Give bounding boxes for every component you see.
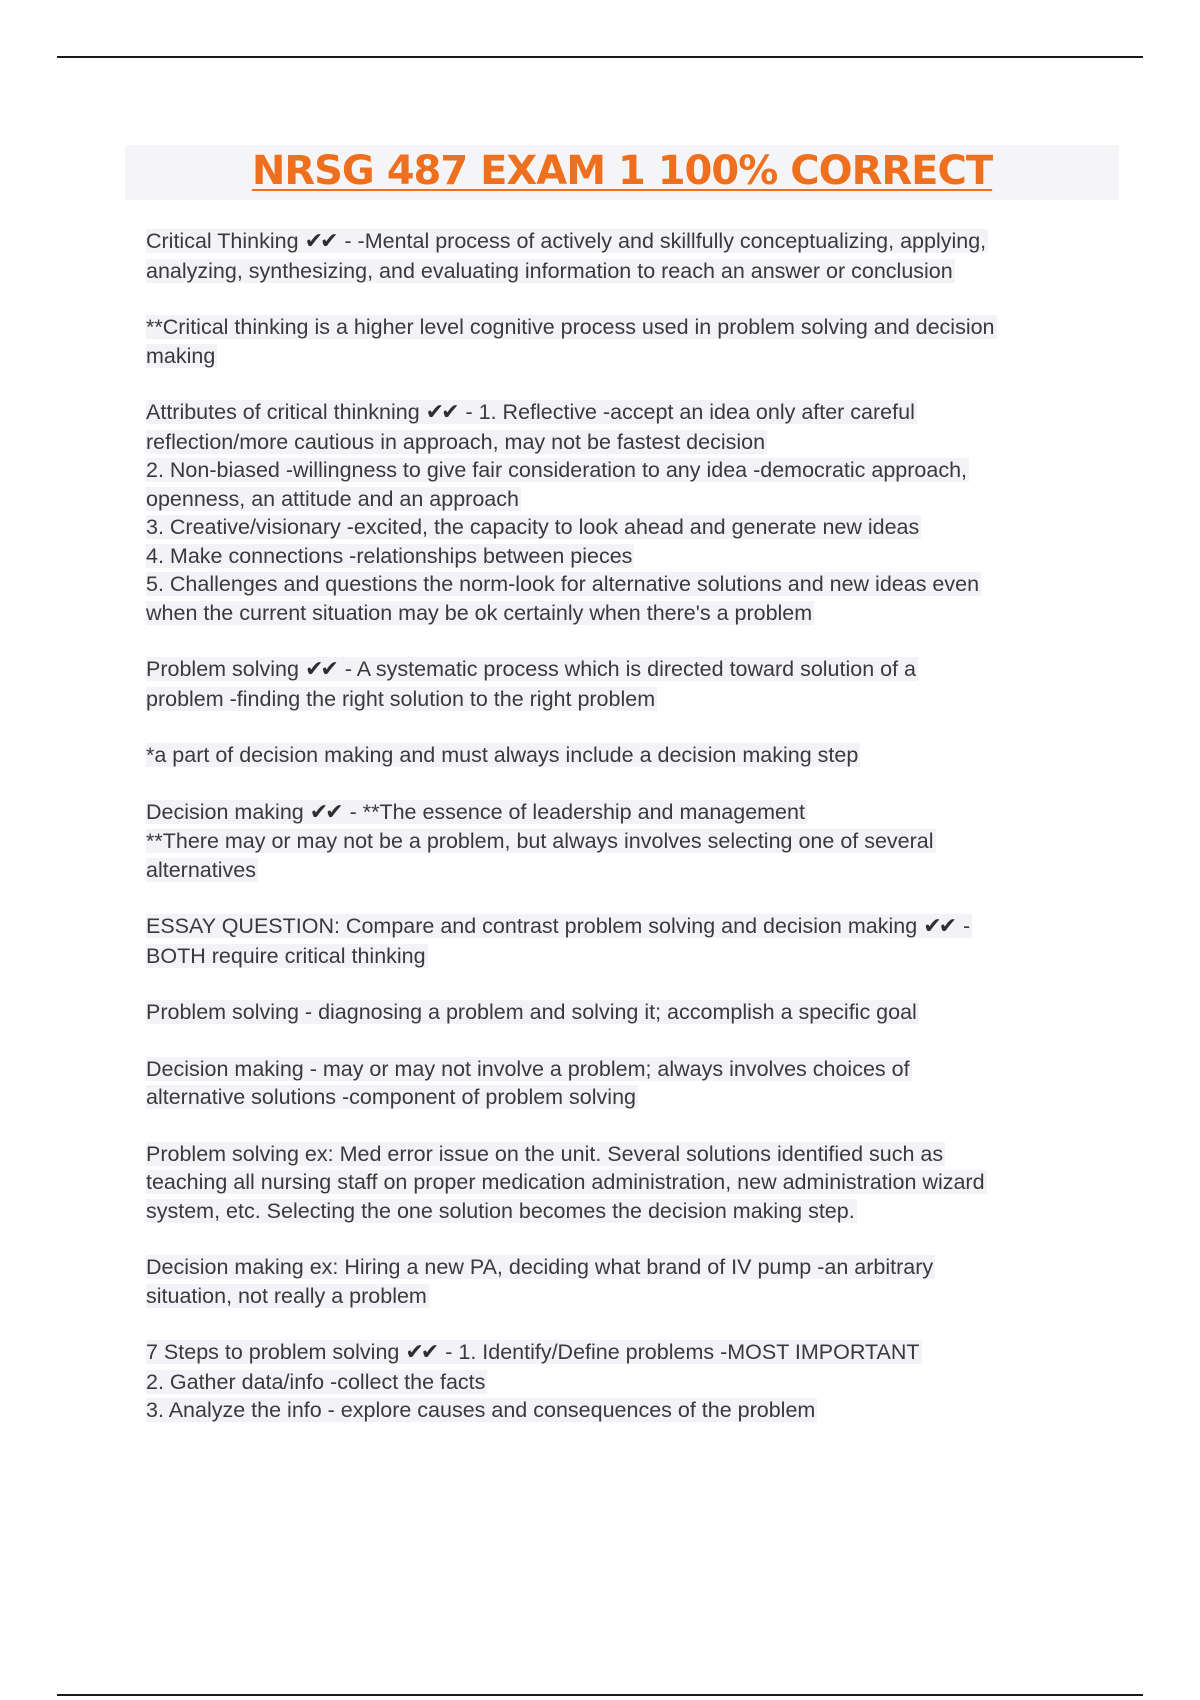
entry-term: Problem solving — [146, 657, 299, 681]
entry-term: Critical Thinking — [146, 229, 299, 253]
entry-text: 2. Non-biased -willingness to give fair consideration to any idea -democratic approach, — [146, 458, 968, 482]
entry-text: Decision making ex: Hiring a new PA, deciding what brand of IV pump -an arbitrary — [146, 1255, 934, 1279]
entry-text: reflection/more cautious in approach, may not be fastest decision — [146, 429, 766, 454]
entry-problem-solving-def — [146, 998, 1126, 1027]
double-check-icon: ✔✔ — [923, 914, 955, 939]
entry-line — [146, 1197, 1126, 1226]
entry-text: analyzing, synthesizing, and evaluating information to reach an answer or conclusion — [146, 258, 953, 283]
entry-line — [146, 655, 1126, 685]
entry-text: Problem solving - diagnosing a problem and solving it; accomplish a specific goal — [146, 1000, 917, 1024]
entry-text: openness, an attitude and an approach — [146, 486, 519, 511]
entry-line — [146, 685, 1126, 714]
entry-problem-solving-note — [146, 741, 1126, 770]
entry-text: BOTH require critical thinking — [146, 943, 426, 968]
double-check-icon: ✔✔ — [309, 799, 341, 825]
entry-text: - A systematic process which is directed toward solution of a — [338, 657, 917, 681]
entry-term: Attributes of critical thinkning — [146, 400, 420, 424]
entry-text: - — [957, 914, 971, 938]
entry-line — [146, 313, 1126, 342]
entry-line — [146, 599, 1126, 628]
entry-term: ESSAY QUESTION: Compare and contrast problem solving and decision making — [146, 914, 918, 938]
entry-text: alternatives — [146, 857, 256, 882]
entry-text: **There may or may not be a problem, but always involves selecting one of several — [146, 829, 934, 853]
entry-line — [146, 513, 1126, 542]
entry-text: 5. Challenges and questions the norm-look for alternative solutions and new ideas even — [146, 572, 980, 596]
entry-problem-solving-example — [146, 1140, 1126, 1226]
entry-line — [146, 428, 1126, 457]
entry-decision-making — [146, 798, 1126, 885]
entry-text: Decision making - may or may not involve a problem; always involves choices of — [146, 1056, 910, 1081]
entry-term: Decision making — [146, 799, 304, 824]
entry-line — [146, 798, 1126, 828]
title-band — [125, 145, 1119, 200]
entry-text: alternative solutions -component of problem solving — [146, 1085, 636, 1109]
entry-essay-question — [146, 912, 1126, 970]
entry-line — [146, 570, 1126, 599]
entry-seven-steps — [146, 1338, 1126, 1425]
entry-decision-making-example — [146, 1253, 1126, 1310]
entry-line — [146, 485, 1126, 514]
entry-line — [146, 1168, 1126, 1197]
entry-text: 3. Analyze the info - explore causes and consequences of the problem — [146, 1398, 816, 1422]
entry-critical-thinking-note — [146, 313, 1126, 370]
double-check-icon: ✔✔ — [425, 400, 457, 425]
entry-text: teaching all nursing staff on proper medication administration, new administration wizard — [146, 1170, 985, 1194]
entry-line — [146, 1140, 1126, 1169]
entry-critical-thinking — [146, 227, 1126, 285]
entry-line — [146, 1083, 1126, 1112]
entry-line — [146, 912, 1126, 942]
entry-line — [146, 741, 1126, 770]
entry-line — [146, 998, 1126, 1027]
document-body — [146, 227, 1126, 1453]
entry-line — [146, 1396, 1126, 1425]
entry-line — [146, 1368, 1126, 1397]
entry-line — [146, 1055, 1126, 1084]
entry-line — [146, 1282, 1126, 1311]
entry-decision-making-def — [146, 1055, 1126, 1112]
entry-line — [146, 398, 1126, 428]
entry-line — [146, 542, 1126, 571]
entry-text: problem -finding the right solution to the right problem — [146, 686, 656, 711]
entry-line — [146, 342, 1126, 371]
entry-text: Problem solving ex: Med error issue on the unit. Several solutions identified such as — [146, 1141, 944, 1166]
entry-line — [146, 1253, 1126, 1282]
entry-problem-solving — [146, 655, 1126, 713]
entry-text: system, etc. Selecting the one solution becomes the decision making step. — [146, 1198, 855, 1223]
entry-text: 2. Gather data/info -collect the facts — [146, 1369, 486, 1394]
entry-line — [146, 456, 1126, 485]
entry-text: - -Mental process of actively and skillfully conceptualizing, applying, — [338, 229, 987, 253]
entry-text: - 1. Reflective -accept an idea only after careful — [459, 400, 915, 424]
double-check-icon: ✔✔ — [405, 1340, 437, 1365]
entry-text: - **The essence of leadership and management — [343, 799, 805, 824]
entry-text: situation, not really a problem — [146, 1283, 427, 1308]
double-check-icon: ✔✔ — [304, 229, 336, 254]
entry-text: **Critical thinking is a higher level cognitive process used in problem solving and decision — [146, 315, 995, 339]
entry-attributes — [146, 398, 1126, 627]
entry-line — [146, 827, 1126, 856]
entry-line — [146, 227, 1126, 257]
top-rule — [57, 56, 1143, 58]
entry-line — [146, 1338, 1126, 1368]
entry-term: 7 Steps to problem solving — [146, 1340, 400, 1364]
entry-text: - 1. Identify/Define problems -MOST IMPORTANT — [439, 1340, 920, 1364]
entry-text: making — [146, 343, 216, 368]
entry-text: *a part of decision making and must always include a decision making step — [146, 743, 859, 767]
entry-text: 3. Creative/visionary -excited, the capacity to look ahead and generate new ideas — [146, 515, 920, 539]
entry-text: when the current situation may be ok certainly when there's a problem — [146, 600, 813, 625]
double-check-icon: ✔✔ — [304, 657, 336, 682]
bottom-rule — [57, 1694, 1143, 1696]
page-title: NRSG 487 EXAM 1 100% CORRECT — [251, 148, 993, 194]
entry-line — [146, 856, 1126, 885]
entry-text: 4. Make connections -relationships between pieces — [146, 543, 633, 568]
entry-line — [146, 942, 1126, 971]
entry-line — [146, 257, 1126, 286]
